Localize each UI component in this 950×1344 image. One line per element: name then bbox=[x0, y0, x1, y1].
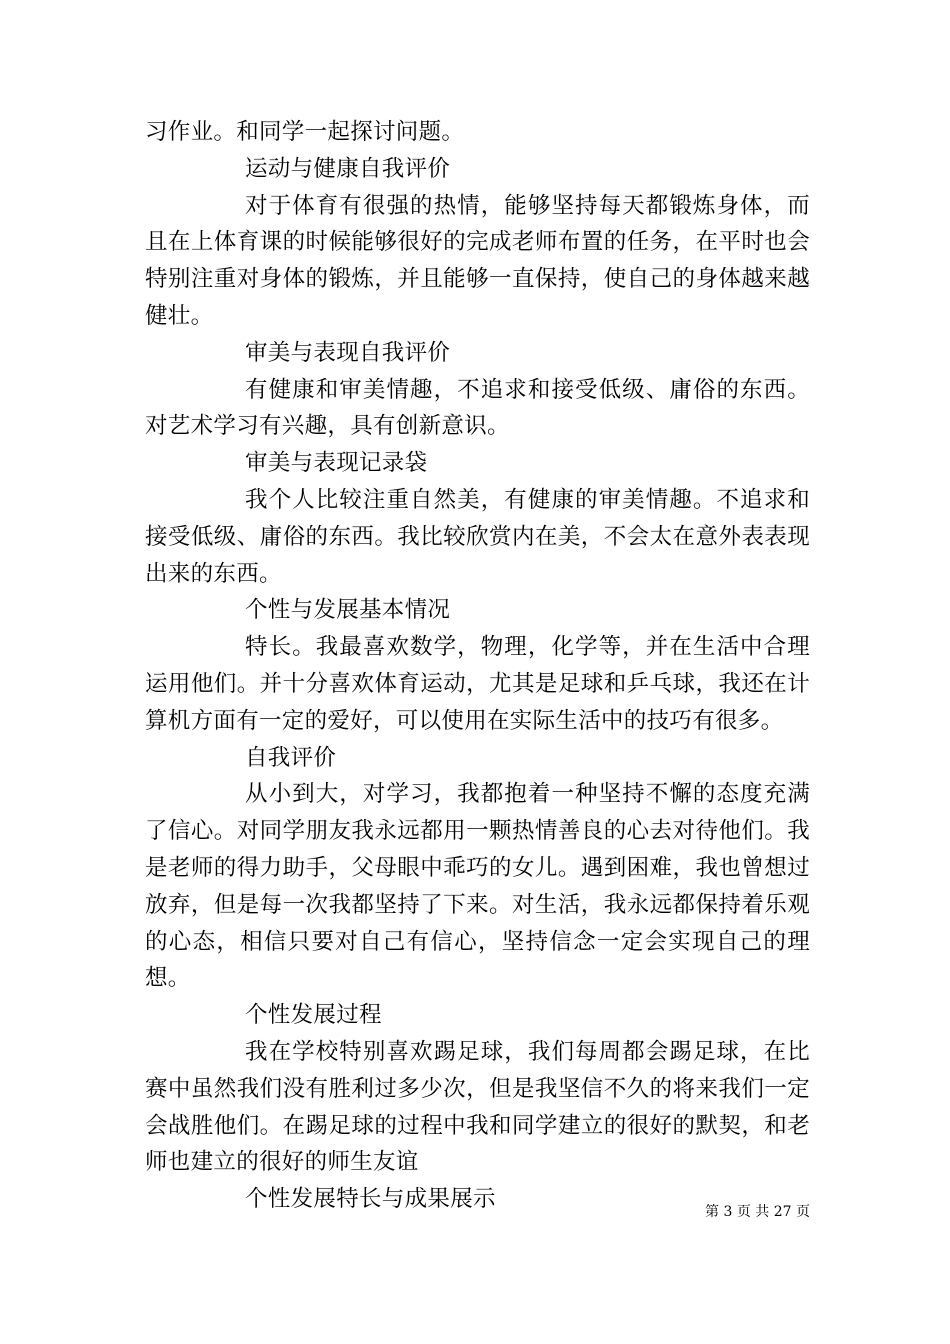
section-heading: 个性与发展基本情况 bbox=[245, 597, 451, 624]
paragraph: 从小到大，对学习，我都抱着一种坚持不懈的态度充满了信心。对同学朋友我永远都用一颗热情善良的心去对待他们。我是老师的得力助手，父母眼中乖巧的女儿。遇到困难，我也曾想过放弃，但是每一次我都坚持了下来。对生活，我永远都保持着乐观的心态，相信只要对自己有信心，坚持信念一定会实现自己的理想。 bbox=[145, 781, 810, 992]
paragraph: 习作业。和同学一起探讨问题。 bbox=[145, 119, 465, 145]
page-number-footer: 第 3 页 共 27 页 bbox=[705, 1204, 810, 1220]
paragraph: 特长。我最喜欢数学，物理，化学等，并在生活中合理运用他们。并十分喜欢体育运动，尤其是足球和乒乓球，我还在计算机方面有一定的爱好，可以使用在实际生活中的技巧有很多。 bbox=[145, 634, 810, 734]
section-heading: 运动与健康自我评价 bbox=[245, 155, 451, 182]
paragraph: 我在学校特别喜欢踢足球，我们每周都会踢足球，在比赛中虽然我们没有胜利过多少次，但是我坚信不久的将来我们一定会战胜他们。在踢足球的过程中我和同学建立的很好的默契，和老师也建立的很好的师生友谊 bbox=[145, 1038, 810, 1176]
section-heading: 个性发展过程 bbox=[245, 1002, 382, 1029]
section-heading: 审美与表现记录袋 bbox=[245, 450, 428, 477]
section-heading: 个性发展特长与成果展示 bbox=[245, 1186, 496, 1213]
paragraph: 对于体育有很强的热情，能够坚持每天都锻炼身体，而且在上体育课的时候能够很好的完成老师布置的任务，在平时也会特别注重对身体的锻炼，并且能够一直保持，使自己的身体越来越健壮。 bbox=[145, 192, 810, 329]
section-heading: 审美与表现自我评价 bbox=[245, 339, 451, 366]
section-heading: 自我评价 bbox=[245, 744, 337, 771]
document-body bbox=[145, 114, 810, 1218]
paragraph: 我个人比较注重自然美，有健康的审美情趣。不追求和接受低级、庸俗的东西。我比较欣赏内在美，不会太在意外表表现出来的东西。 bbox=[145, 486, 810, 587]
paragraph: 有健康和审美情趣，不追求和接受低级、庸俗的东西。对艺术学习有兴趣，具有创新意识。 bbox=[145, 376, 810, 440]
